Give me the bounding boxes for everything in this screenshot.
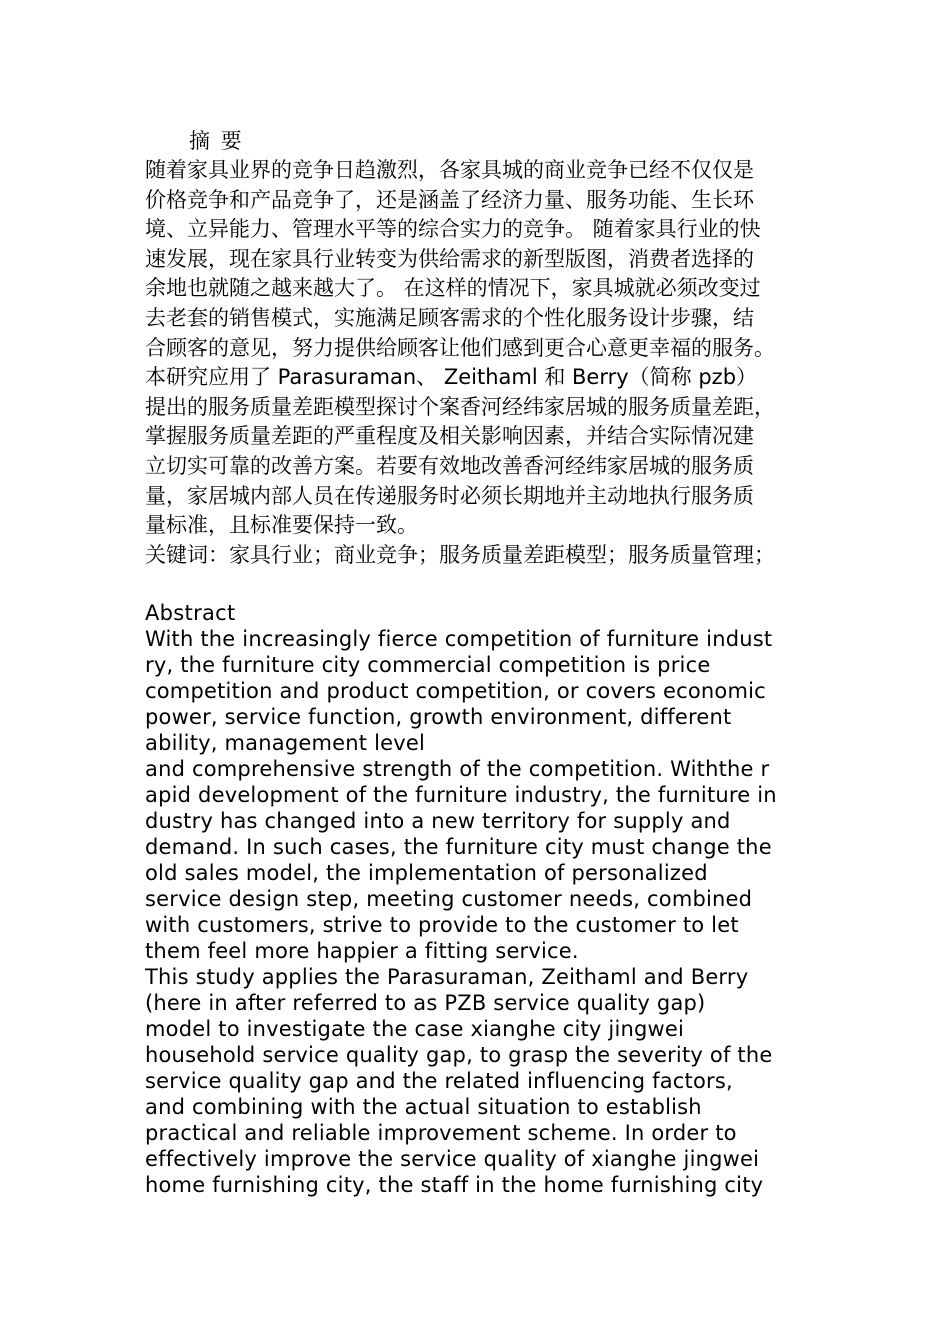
en-line: effectively improve the service quality of xianghe jingwei: [145, 1147, 760, 1172]
en-line: household service quality gap, to grasp the severity of the: [145, 1043, 773, 1068]
cn-line: 提出的服务质量差距模型探讨个案香河经纬家居城的服务质量差距，: [145, 394, 775, 419]
en-line: With the increasingly fierce competition of furniture indust: [145, 627, 773, 652]
section-gap: [145, 570, 817, 600]
chinese-abstract-title: 摘 要: [189, 129, 244, 153]
cn-line: 量标准，且标准要保持一致。: [145, 513, 418, 538]
en-line: and comprehensive strength of the competition. Withthe r: [145, 757, 770, 782]
cn-line: 量，家居城内部人员在传递服务时必须长期地并主动地执行服务质: [145, 483, 754, 508]
cn-line: 本研究应用了 Parasuraman、 Zeithaml 和 Berry（简称 pzb）: [145, 365, 758, 390]
en-line: service design step, meeting customer needs, combined: [145, 887, 753, 912]
cn-line: 境、立异能力、管理水平等的综合实力的竞争。 随着家具行业的快: [145, 217, 761, 242]
en-line: and combining with the actual situation to establish: [145, 1095, 702, 1120]
en-line: (here in after referred to as PZB service quality gap): [145, 991, 706, 1016]
english-abstract-title: Abstract: [145, 601, 236, 626]
document-page: [145, 126, 817, 1198]
en-line: This study applies the Parasuraman, Zeithaml and Berry: [145, 965, 749, 990]
en-line: them feel more happier a fitting service.: [145, 939, 579, 964]
en-line: apid development of the furniture industry, the furniture in: [145, 783, 777, 808]
en-line: ry, the furniture city commercial competition is price: [145, 653, 711, 678]
en-line: demand. In such cases, the furniture city must change the: [145, 835, 772, 860]
cn-line: 去老套的销售模式，实施满足顾客需求的个性化服务设计步骤，结: [145, 305, 754, 330]
en-line: old sales model, the implementation of personalized: [145, 861, 708, 886]
en-line: power, service function, growth environment, different: [145, 705, 732, 730]
en-line: competition and product competition, or covers economic: [145, 679, 766, 704]
cn-line: 合顾客的意见，努力提供给顾客让他们感到更合心意更幸福的服务。: [145, 335, 775, 360]
en-line: home furnishing city, the staff in the home furnishing city: [145, 1173, 764, 1198]
en-line: practical and reliable improvement scheme. In order to: [145, 1121, 737, 1146]
cn-line: 余地也就随之越来越大了。 在这样的情况下，家具城就必须改变过: [145, 276, 761, 301]
chinese-abstract-body: [145, 156, 817, 570]
cn-line: 速发展，现在家具行业转变为供给需求的新型版图，消费者选择的: [145, 246, 754, 271]
en-line: model to investigate the case xianghe city jingwei: [145, 1017, 685, 1042]
english-abstract-body: [145, 626, 817, 1198]
cn-line: 随着家具业界的竞争日趋激烈，各家具城的商业竞争已经不仅仅是: [145, 158, 754, 182]
en-line: dustry has changed into a new territory for supply and: [145, 809, 731, 834]
en-line: with customers, strive to provide to the customer to let: [145, 913, 739, 938]
cn-line: 价格竞争和产品竞争了，还是涵盖了经济力量、服务功能、生长环: [145, 187, 754, 212]
cn-line: 掌握服务质量差距的严重程度及相关影响因素，并结合实际情况建: [145, 424, 754, 449]
keywords-line: 关键词：家具行业；商业竞争；服务质量差距模型；服务质量管理；: [145, 542, 775, 567]
en-line: service quality gap and the related influencing factors,: [145, 1069, 733, 1094]
cn-line: 立切实可靠的改善方案。若要有效地改善香河经纬家居城的服务质: [145, 453, 754, 478]
en-line: ability, management level: [145, 731, 425, 756]
